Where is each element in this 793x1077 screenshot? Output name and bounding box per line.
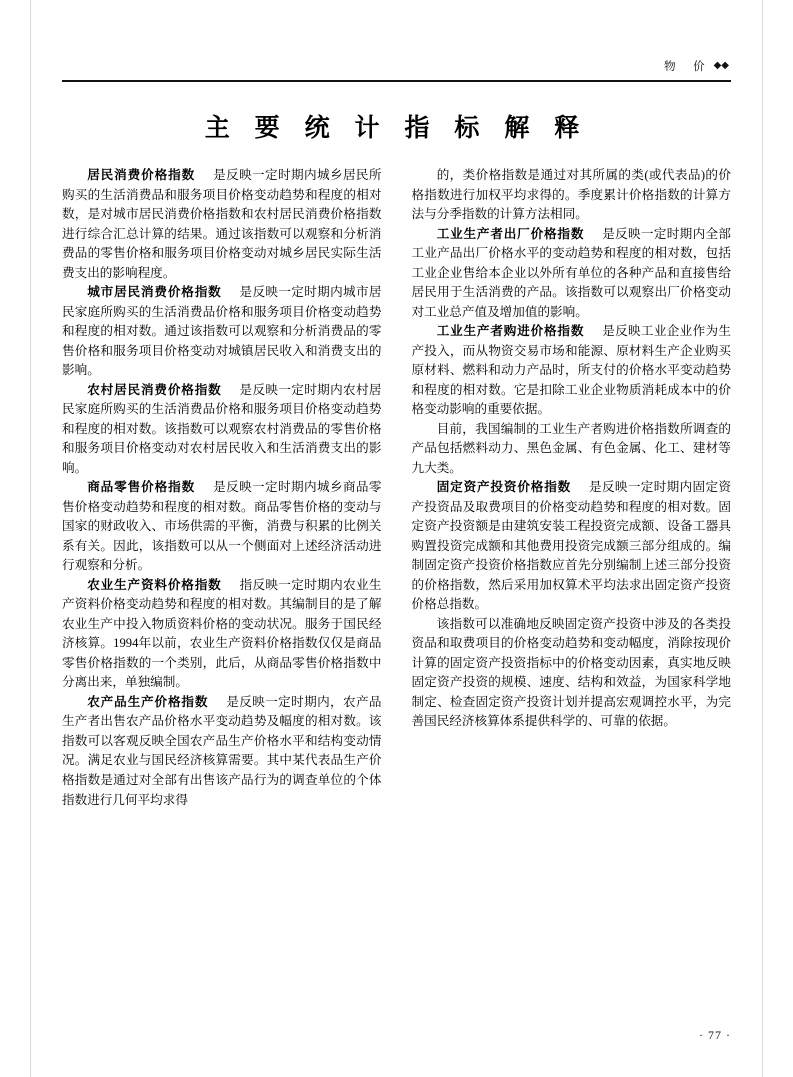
paragraph-text: 该指数可以准确地反映固定资产投资中涉及的各类投资品和取费项目的价格变动趋势和变动幅度，消除按现价计算的固定资产投资指标中的价格变动因素，真实地反映固定资产投资的规模、速度、结构和效益，为国家科学地制定、检查固定资产投资计划并提高宏观调控水平，为完善国民经济核算体系提供科学的、可靠的依据。 (411, 616, 731, 729)
paragraph-text: 是反映一定时期内，农产品生产者出售农产品价格水平变动趋势及幅度的相对数。该指数可以客观反映全国农产品生产价格水平和结构变动情况。满足农业与国民经济核算需要。其中某代表品生产价格指数是通过对全部有出售该产品行为的调查单位的个体指数进行几何平均求得 (62, 694, 382, 807)
term-label: 农村居民消费价格指数 (87, 382, 222, 397)
paragraph (412, 420, 732, 479)
term-label: 固定资产投资价格指数 (436, 480, 572, 495)
page-content (62, 58, 731, 810)
running-head (62, 58, 731, 74)
page-title: 主 要 统 计 指 标 解 释 (204, 114, 589, 142)
paragraph (412, 478, 732, 615)
term-label: 农产品生产价格指数 (87, 694, 209, 709)
paragraph-text: 是反映工业企业作为生产投入，而从物资交易市场和能源、原材料生产企业购买原材料、燃料和动力产品时，所支付的价格水平变动趋势和程度的相对数。它是扣除工业企业物质消耗成本中的价格变动影响的重要依据。 (411, 324, 732, 417)
diamond-marks-icon: ◆◆ (713, 60, 729, 71)
two-column-body (62, 166, 731, 810)
page-number: · 77 · (699, 1028, 731, 1042)
paragraph-text: 是反映一定时期内城乡商品零售价格变动趋势和程度的相对数。商品零售价格的变动与国家的财政收入、市场供需的平衡，消费与积累的比例关系有关。因此，该指数可以从一个侧面对上述经济活动进行观察和分析。 (62, 480, 382, 573)
column-right (412, 166, 732, 732)
paragraph (412, 322, 732, 420)
term-label: 商品零售价格指数 (87, 480, 196, 495)
paragraph-text: 是反映一定时期内城乡居民所购买的生活消费品和服务项目价格变动趋势和程度的相对数，是对城市居民消费价格指数和农村居民消费价格指数进行综合汇总计算的结果。通过该指数可以观察和分析消费品的零售价格和服务项目价格变动对城乡居民实际生活费支出的影响程度。 (62, 168, 382, 280)
running-head-text: 物 价 (664, 61, 708, 73)
paragraph-text: 是反映一定时期内农村居民家庭所购买的生活消费品价格和服务项目价格变动趋势和程度的相对数。该指数可以观察农村消费品的零售价格和服务项目价格变动对农村居民收入和生活消费支出的影响。 (62, 382, 382, 475)
paragraph (412, 225, 732, 323)
paragraph-text: 指反映一定时期内农业生产资料价格变动趋势和程度的相对数。其编制目的是了解农业生产中投入物质资料价格的变动状况。服务于国民经济核算。1994年以前，农业生产资料价格指数仅仅是商品零售价格指数的一个类别，此后，从商品零售价格指数中分离出来，单独编制。 (62, 577, 382, 690)
paragraph (62, 283, 382, 381)
paragraph (412, 166, 732, 225)
paragraph (62, 576, 382, 693)
paragraph (62, 693, 382, 810)
paragraph (62, 166, 382, 283)
paragraph (412, 615, 732, 732)
term-label: 农业生产资料价格指数 (87, 577, 222, 592)
header-rule (62, 80, 731, 82)
paragraph-text: 的，类价格指数是通过对其所属的类(或代表品)的价格指数进行加权平均求得的。季度累计价格指数的计算方法与分季指数的计算方法相同。 (411, 168, 731, 222)
term-label: 工业生产者购进价格指数 (436, 324, 585, 339)
term-label: 城市居民消费价格指数 (87, 285, 222, 300)
paragraph-text: 是反映一定时期内全部工业产品出厂价格水平的变动趋势和程度的相对数，包括工业企业售给本企业以外所有单位的各种产品和直接售给居民用于生活消费的产品。该指数可以观察出厂价格变动对工业总产值及增加值的影响。 (411, 226, 732, 319)
paragraph (62, 478, 382, 576)
paragraph-text: 是反映一定时期内固定资产投资品及取费项目的价格变动趋势和程度的相对数。固定资产投资额是由建筑安装工程投资完成额、设备工器具购置投资完成额和其他费用投资完成额三部分组成的。编制固定资产投资价格指数应首先分别编制上述三部分投资的价格指数，然后采用加权算术平均法求出固定资产投资价格总指数。 (411, 480, 731, 612)
term-label: 居民消费价格指数 (87, 168, 196, 182)
paragraph-text: 是反映一定时期内城市居民家庭所购买的生活消费品价格和服务项目价格变动趋势和程度的相对数。通过该指数可以观察和分析消费品的零售价格和服务项目价格变动对城镇居民收入和消费支出的影响。 (62, 285, 382, 378)
column-left (62, 166, 382, 810)
paragraph (62, 381, 382, 479)
paragraph-text: 目前，我国编制的工业生产者购进价格指数所调查的产品包括燃料动力、黑色金属、有色金属、化工、建材等九大类。 (411, 421, 731, 475)
term-label: 工业生产者出厂价格指数 (436, 226, 585, 241)
